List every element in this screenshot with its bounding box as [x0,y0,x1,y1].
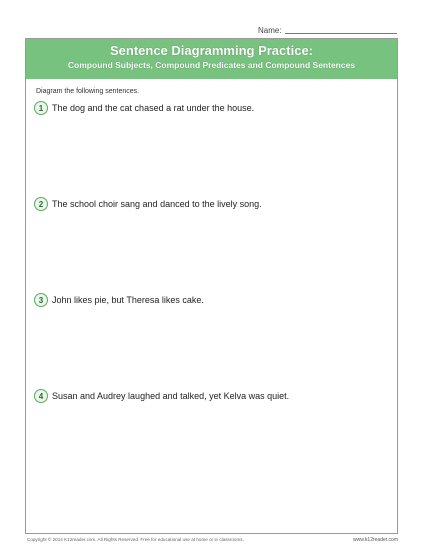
list-item [34,293,204,307]
list-item [34,101,254,115]
sentence-text: John likes pie, but Theresa likes cake. [52,295,204,305]
sentence-text: Susan and Audrey laughed and talked, yet Kelva was quiet. [52,391,290,401]
sentence-text: The school choir sang and danced to the lively song. [52,199,262,209]
title-banner [26,39,397,79]
sentence-text: The dog and the cat chased a rat under the house. [52,103,255,113]
name-field [258,26,400,35]
worksheet-frame [25,38,398,534]
list-item [34,389,289,403]
list-item [34,197,262,211]
name-label: Name: [258,26,282,35]
name-blank-line[interactable] [285,33,397,34]
item-number-badge: 4 [34,389,48,403]
worksheet-subtitle: Compound Subjects, Compound Predicates and Compound Sentences [67,60,356,70]
worksheet-title: Sentence Diagramming Practice: [109,43,314,58]
instructions: Diagram the following sentences. [36,88,140,95]
item-number-badge: 2 [34,197,48,211]
item-number-badge: 1 [34,101,48,115]
copyright-notice: Copyright © 2014 K12reader.com. All Rights Reserved. Free for educational use at home or in classrooms. [27,537,244,542]
site-url[interactable]: www.k12reader.com [352,537,398,543]
item-number-badge: 3 [34,293,48,307]
